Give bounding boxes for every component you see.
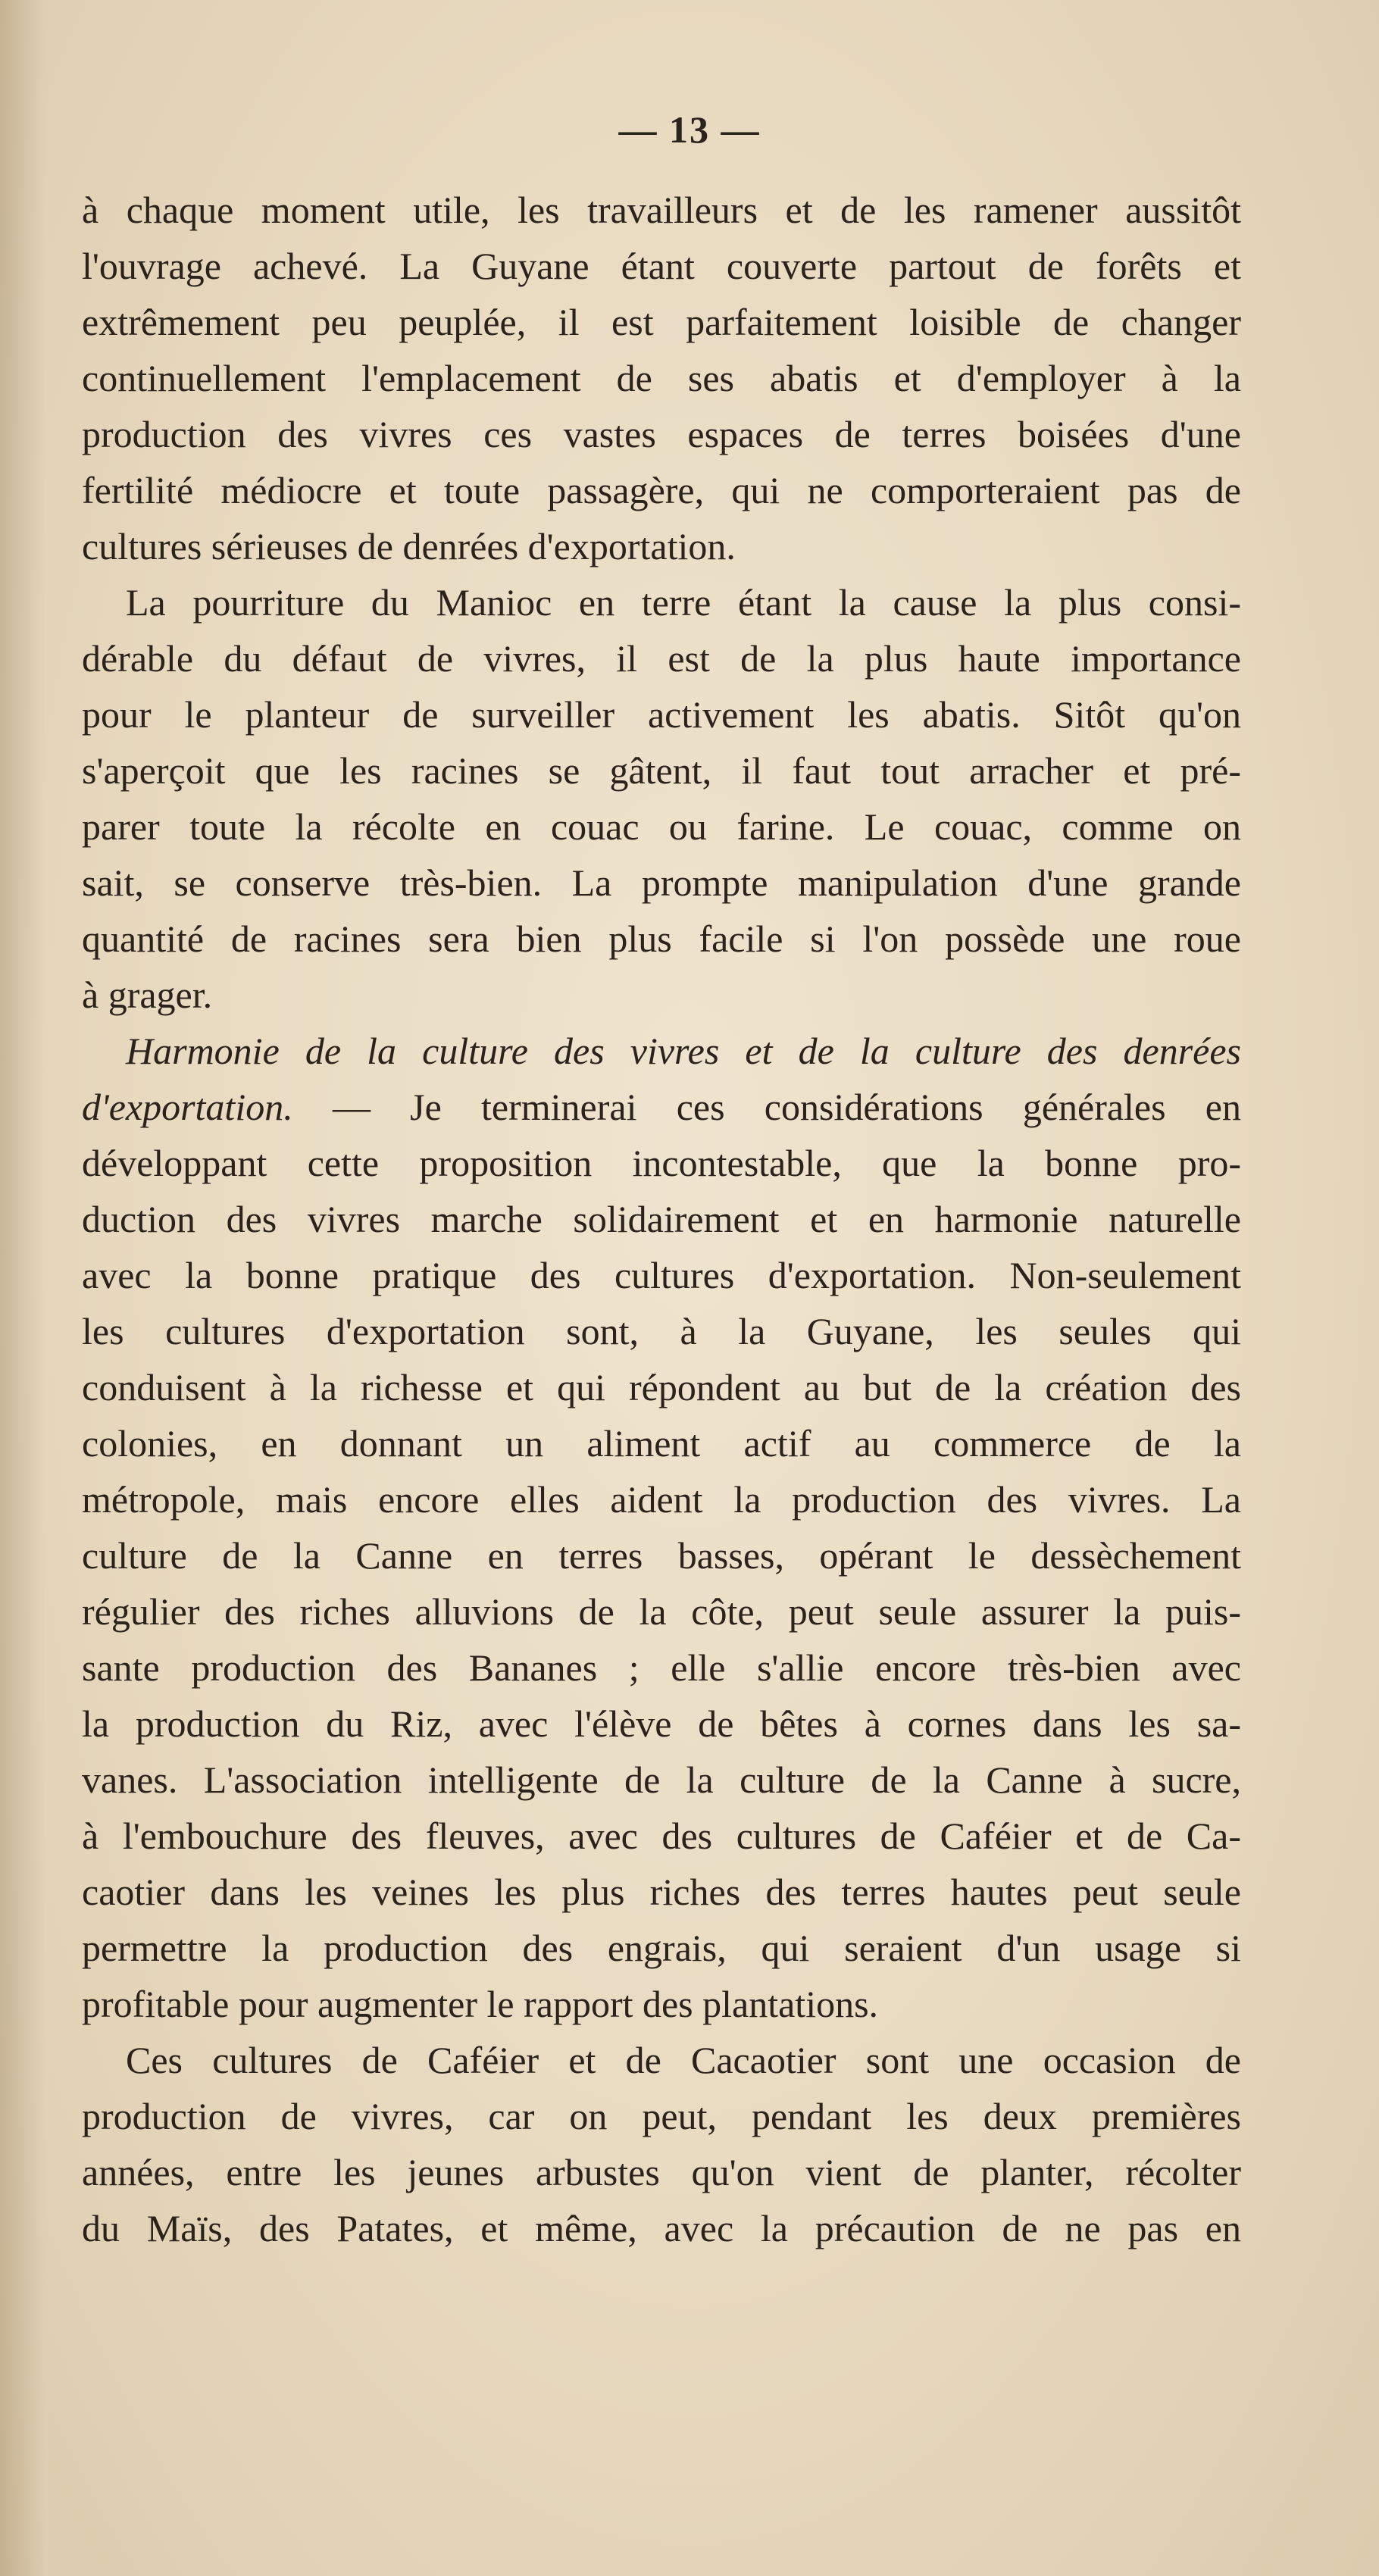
body-text <box>82 182 1241 2256</box>
text-line: à chaque moment utile, les travailleurs et de les ramener aussitôt <box>82 189 1241 231</box>
text-line: conduisent à la richesse et qui répondent au but de la création des <box>82 1366 1241 1408</box>
text-line: quantité de racines sera bien plus facile si l'on possède une roue <box>82 918 1241 960</box>
text-line: années, entre les jeunes arbustes qu'on vient de planter, récolter <box>82 2151 1241 2193</box>
text-line-rest: — Je terminerai ces considérations générales en <box>292 1086 1241 1128</box>
text-line: parer toute la récolte en couac ou farine. Le couac, comme on <box>82 805 1241 848</box>
text-line: avec la bonne pratique des cultures d'exportation. Non-seulement <box>82 1254 1241 1296</box>
text-line: du Maïs, des Patates, et même, avec la précaution de ne pas en <box>82 2207 1241 2249</box>
text-line: la production du Riz, avec l'élève de bêtes à cornes dans les sa- <box>82 1702 1241 1745</box>
section-heading: Harmonie de la culture des vivres et de la culture des denrées <box>126 1030 1241 1072</box>
text-line: permettre la production des engrais, qui seraient d'un usage si <box>82 1927 1241 1969</box>
text-line: développant cette proposition incontestable, que la bonne pro- <box>82 1142 1241 1184</box>
text-line: culture de la Canne en terres basses, opérant le dessèchement <box>82 1534 1241 1577</box>
paragraph-4 <box>82 2032 1241 2256</box>
text-line: pour le planteur de surveiller activement les abatis. Sitôt qu'on <box>82 693 1241 736</box>
text-line: les cultures d'exportation sont, à la Guyane, les seules qui <box>82 1310 1241 1352</box>
text-line: à l'embouchure des fleuves, avec des cultures de Caféier et de Ca- <box>82 1815 1241 1857</box>
text-line: vanes. L'association intelligente de la culture de la Canne à sucre, <box>82 1758 1241 1801</box>
text-line: l'ouvrage achevé. La Guyane étant couverte partout de forêts et <box>82 245 1241 287</box>
text-line: duction des vivres marche solidairement et en harmonie naturelle <box>82 1198 1241 1240</box>
text-line: continuellement l'emplacement de ses abatis et d'employer à la <box>82 357 1241 399</box>
text-line: régulier des riches alluvions de la côte, peut seule assurer la puis- <box>82 1590 1241 1633</box>
page-edge-shadow <box>0 0 45 2576</box>
text-line: caotier dans les veines les plus riches des terres hautes peut seule <box>82 1871 1241 1913</box>
text-line: extrêmement peu peuplée, il est parfaitement loisible de changer <box>82 301 1241 343</box>
text-line: dérable du défaut de vivres, il est de la plus haute importance <box>82 637 1241 680</box>
text-line: à grager. <box>82 974 213 1016</box>
text-line: sait, se conserve très-bien. La prompte manipulation d'une grande <box>82 861 1241 904</box>
paragraph-2 <box>82 574 1241 1023</box>
paragraph-1 <box>82 182 1241 574</box>
text-line: profitable pour augmenter le rapport des plantations. <box>82 1983 879 2025</box>
text-line: sante production des Bananes ; elle s'allie encore très-bien avec <box>82 1646 1241 1689</box>
text-line: cultures sérieuses de denrées d'exportation. <box>82 525 736 567</box>
text-line: fertilité médiocre et toute passagère, qui ne comporteraient pas de <box>82 469 1241 511</box>
paragraph-3 <box>82 1023 1241 2032</box>
page-number: — 13 — <box>618 108 761 151</box>
text-line: production des vivres ces vastes espaces de terres boisées d'une <box>82 413 1241 455</box>
text-line: s'aperçoit que les racines se gâtent, il faut tout arracher et pré- <box>82 749 1241 792</box>
text-line: La pourriture du Manioc en terre étant la cause la plus consi- <box>126 581 1241 624</box>
text-line: Ces cultures de Caféier et de Cacaotier sont une occasion de <box>126 2039 1241 2081</box>
text-line: production de vivres, car on peut, pendant les deux premières <box>82 2095 1241 2137</box>
text-line <box>82 1079 1241 1135</box>
text-line: métropole, mais encore elles aident la production des vivres. La <box>82 1478 1241 1521</box>
text-line: colonies, en donnant un aliment actif au commerce de la <box>82 1422 1241 1465</box>
section-heading-end: d'exportation. <box>82 1086 293 1128</box>
